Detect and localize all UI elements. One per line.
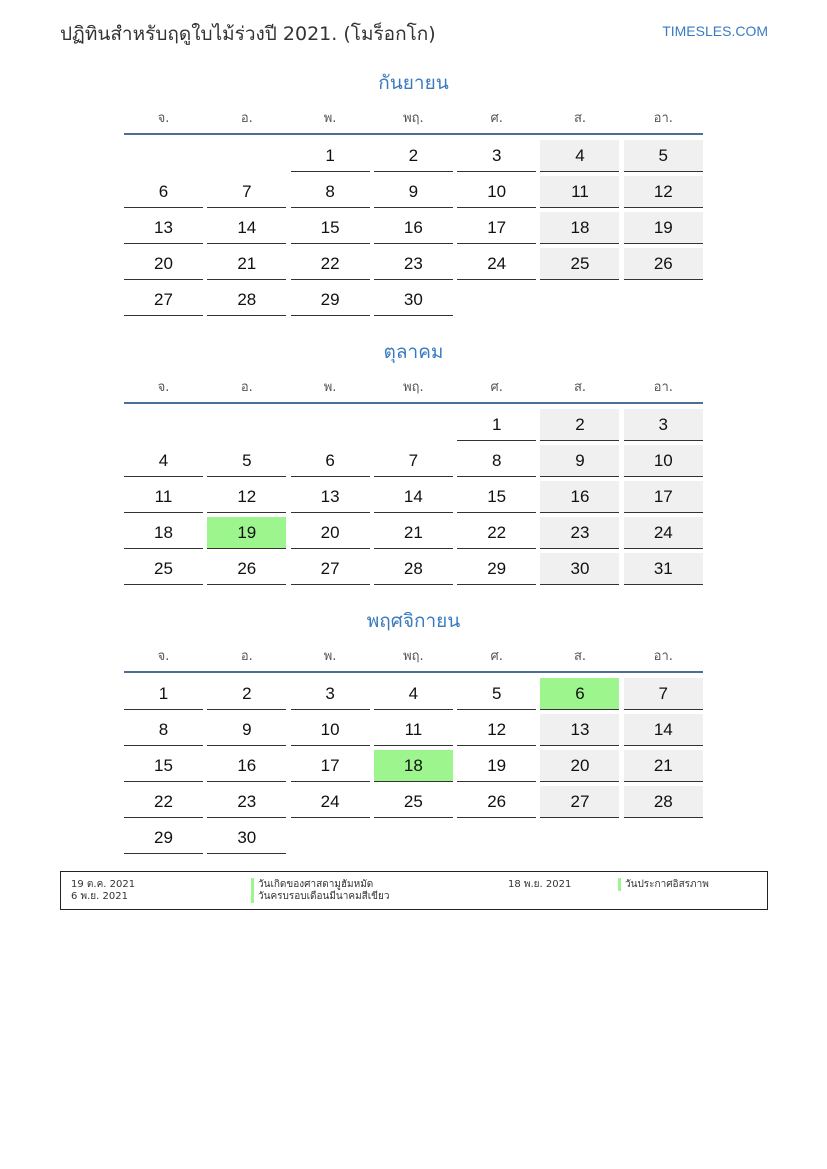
day-cell[interactable]: 5 [207, 445, 286, 477]
day-cell[interactable]: 27 [540, 786, 619, 818]
day-cell[interactable]: 2 [540, 409, 619, 441]
day-cell[interactable]: 28 [207, 284, 286, 316]
day-cell[interactable]: 14 [374, 481, 453, 513]
day-cell[interactable]: 5 [457, 678, 536, 710]
weekday-label: ส. [573, 648, 587, 664]
day-cell[interactable]: 21 [624, 750, 703, 782]
day-cell[interactable]: 26 [207, 553, 286, 585]
legend-item [508, 878, 709, 891]
day-cell[interactable]: 22 [124, 786, 203, 818]
day-cell[interactable]: 8 [291, 176, 370, 208]
empty-cell [291, 409, 370, 440]
day-cell[interactable]: 18 [124, 517, 203, 549]
day-cell[interactable]: 26 [624, 248, 703, 280]
day-cell[interactable]: 16 [374, 212, 453, 244]
weekday-label: อ. [240, 110, 253, 126]
weekday-label: พ. [323, 110, 337, 126]
empty-cell [291, 822, 370, 853]
legend-item [71, 890, 390, 903]
week-row [124, 444, 703, 480]
page-title: ปฏิทินสำหรับฤดูใบไม้ร่วงปี 2021. (โมร็อกโก) [60, 23, 436, 45]
day-cell[interactable]: 4 [540, 140, 619, 172]
header-divider [124, 402, 703, 404]
week-row [124, 677, 703, 713]
day-cell[interactable]: 7 [624, 678, 703, 710]
day-grid [124, 677, 703, 857]
day-cell[interactable]: 25 [374, 786, 453, 818]
month-title: กันยายน [378, 72, 449, 94]
day-cell[interactable]: 9 [374, 176, 453, 208]
weekday-label: พฤ. [403, 110, 424, 126]
month-title: ตุลาคม [383, 341, 444, 363]
empty-cell [374, 822, 453, 853]
day-cell[interactable]: 13 [291, 481, 370, 513]
month-october [124, 337, 703, 588]
week-row [124, 516, 703, 552]
day-cell[interactable]: 18 [374, 750, 453, 782]
weekday-header-row [124, 643, 703, 667]
day-cell[interactable]: 22 [291, 248, 370, 280]
day-cell[interactable]: 3 [291, 678, 370, 710]
day-cell[interactable]: 3 [457, 140, 536, 172]
day-cell[interactable]: 18 [540, 212, 619, 244]
week-row [124, 408, 703, 444]
day-cell[interactable]: 27 [291, 553, 370, 585]
day-cell[interactable]: 20 [540, 750, 619, 782]
weekday-label: จ. [157, 648, 170, 664]
day-cell[interactable]: 17 [457, 212, 536, 244]
day-cell[interactable]: 1 [457, 409, 536, 441]
week-row [124, 785, 703, 821]
weekday-label: จ. [157, 379, 170, 395]
day-cell[interactable]: 8 [457, 445, 536, 477]
day-cell[interactable]: 6 [540, 678, 619, 710]
weekday-header-row [124, 374, 703, 398]
legend-holiday-name: วันครบรอบเดือนมีนาคมสีเขียว [251, 890, 390, 903]
day-cell[interactable]: 16 [207, 750, 286, 782]
day-cell[interactable]: 8 [124, 714, 203, 746]
day-cell[interactable]: 20 [291, 517, 370, 549]
day-cell[interactable]: 19 [624, 212, 703, 244]
day-cell[interactable]: 12 [457, 714, 536, 746]
weekday-label: อา. [653, 648, 673, 664]
day-cell[interactable]: 10 [291, 714, 370, 746]
day-cell[interactable]: 2 [207, 678, 286, 710]
day-grid [124, 408, 703, 588]
day-cell[interactable]: 25 [124, 553, 203, 585]
legend-date: 6 พ.ย. 2021 [71, 891, 128, 902]
weekday-label: พฤ. [403, 648, 424, 664]
empty-cell [207, 409, 286, 440]
day-cell[interactable]: 5 [624, 140, 703, 172]
day-cell[interactable]: 15 [291, 212, 370, 244]
empty-cell [624, 284, 703, 315]
day-cell[interactable]: 14 [207, 212, 286, 244]
empty-cell [124, 140, 203, 171]
weekday-label: พฤ. [403, 379, 424, 395]
day-cell[interactable]: 1 [124, 678, 203, 710]
day-cell[interactable]: 23 [207, 786, 286, 818]
empty-cell [624, 822, 703, 853]
day-cell[interactable]: 24 [291, 786, 370, 818]
day-cell[interactable]: 21 [374, 517, 453, 549]
week-row [124, 552, 703, 588]
weekday-label: ศ. [490, 648, 503, 664]
day-cell[interactable]: 10 [624, 445, 703, 477]
weekday-label: อา. [653, 110, 673, 126]
weekday-label: พ. [323, 379, 337, 395]
empty-cell [540, 822, 619, 853]
day-cell[interactable]: 9 [207, 714, 286, 746]
legend-holiday-name: วันเกิดของศาสดามูฮัมหมัด [251, 878, 373, 891]
day-cell[interactable]: 23 [540, 517, 619, 549]
week-row [124, 821, 703, 857]
month-september [124, 68, 703, 319]
week-row [124, 713, 703, 749]
day-cell[interactable]: 4 [124, 445, 203, 477]
weekday-label: ศ. [490, 110, 503, 126]
week-row [124, 247, 703, 283]
empty-cell [207, 140, 286, 171]
weekday-label: ส. [573, 379, 587, 395]
day-cell[interactable]: 11 [124, 481, 203, 513]
day-cell[interactable]: 1 [291, 140, 370, 172]
empty-cell [540, 284, 619, 315]
day-cell[interactable]: 17 [624, 481, 703, 513]
weekday-header-row [124, 105, 703, 129]
day-cell[interactable]: 16 [540, 481, 619, 513]
day-cell[interactable]: 28 [624, 786, 703, 818]
day-cell[interactable]: 2 [374, 140, 453, 172]
legend-date: 19 ต.ค. 2021 [71, 879, 136, 890]
empty-cell [124, 409, 203, 440]
day-cell[interactable]: 12 [207, 481, 286, 513]
day-cell[interactable]: 9 [540, 445, 619, 477]
day-cell[interactable]: 17 [291, 750, 370, 782]
empty-cell [457, 284, 536, 315]
day-cell[interactable]: 3 [624, 409, 703, 441]
holiday-legend [60, 871, 768, 910]
day-cell[interactable]: 20 [124, 248, 203, 280]
weekday-label: อ. [240, 648, 253, 664]
weekday-label: อ. [240, 379, 253, 395]
day-cell[interactable]: 13 [124, 212, 203, 244]
week-row [124, 283, 703, 319]
legend-date: 18 พ.ย. 2021 [508, 879, 572, 890]
day-cell[interactable]: 28 [374, 553, 453, 585]
weekday-label: ศ. [490, 379, 503, 395]
day-cell[interactable]: 11 [540, 176, 619, 208]
weekday-label: พ. [323, 648, 337, 664]
day-cell[interactable]: 22 [457, 517, 536, 549]
day-cell[interactable]: 29 [124, 822, 203, 854]
day-cell[interactable]: 29 [291, 284, 370, 316]
day-cell[interactable]: 27 [124, 284, 203, 316]
week-row [124, 139, 703, 175]
week-row [124, 211, 703, 247]
site-brand-link[interactable]: TIMESLES.COM [662, 23, 768, 39]
day-cell[interactable]: 30 [540, 553, 619, 585]
day-cell[interactable]: 6 [124, 176, 203, 208]
day-cell[interactable]: 26 [457, 786, 536, 818]
day-cell[interactable]: 11 [374, 714, 453, 746]
day-cell[interactable]: 7 [207, 176, 286, 208]
legend-holiday-name: วันประกาศอิสรภาพ [618, 878, 709, 891]
header-divider [124, 133, 703, 135]
day-grid [124, 139, 703, 319]
day-cell[interactable]: 15 [457, 481, 536, 513]
day-cell[interactable]: 24 [624, 517, 703, 549]
day-cell[interactable]: 31 [624, 553, 703, 585]
month-november [124, 606, 703, 857]
day-cell[interactable]: 21 [207, 248, 286, 280]
day-cell[interactable]: 29 [457, 553, 536, 585]
day-cell[interactable]: 7 [374, 445, 453, 477]
empty-cell [374, 409, 453, 440]
month-title: พฤศจิกายน [366, 610, 461, 632]
day-cell[interactable]: 19 [207, 517, 286, 549]
week-row [124, 175, 703, 211]
empty-cell [457, 822, 536, 853]
day-cell[interactable]: 6 [291, 445, 370, 477]
week-row [124, 749, 703, 785]
day-cell[interactable]: 23 [374, 248, 453, 280]
day-cell[interactable]: 19 [457, 750, 536, 782]
day-cell[interactable]: 30 [207, 822, 286, 854]
day-cell[interactable]: 14 [624, 714, 703, 746]
weekday-label: จ. [157, 110, 170, 126]
day-cell[interactable]: 13 [540, 714, 619, 746]
day-cell[interactable]: 25 [540, 248, 619, 280]
day-cell[interactable]: 24 [457, 248, 536, 280]
day-cell[interactable]: 12 [624, 176, 703, 208]
day-cell[interactable]: 15 [124, 750, 203, 782]
weekday-label: อา. [653, 379, 673, 395]
weekday-label: ส. [573, 110, 587, 126]
day-cell[interactable]: 30 [374, 284, 453, 316]
day-cell[interactable]: 4 [374, 678, 453, 710]
day-cell[interactable]: 10 [457, 176, 536, 208]
week-row [124, 480, 703, 516]
header-divider [124, 671, 703, 673]
